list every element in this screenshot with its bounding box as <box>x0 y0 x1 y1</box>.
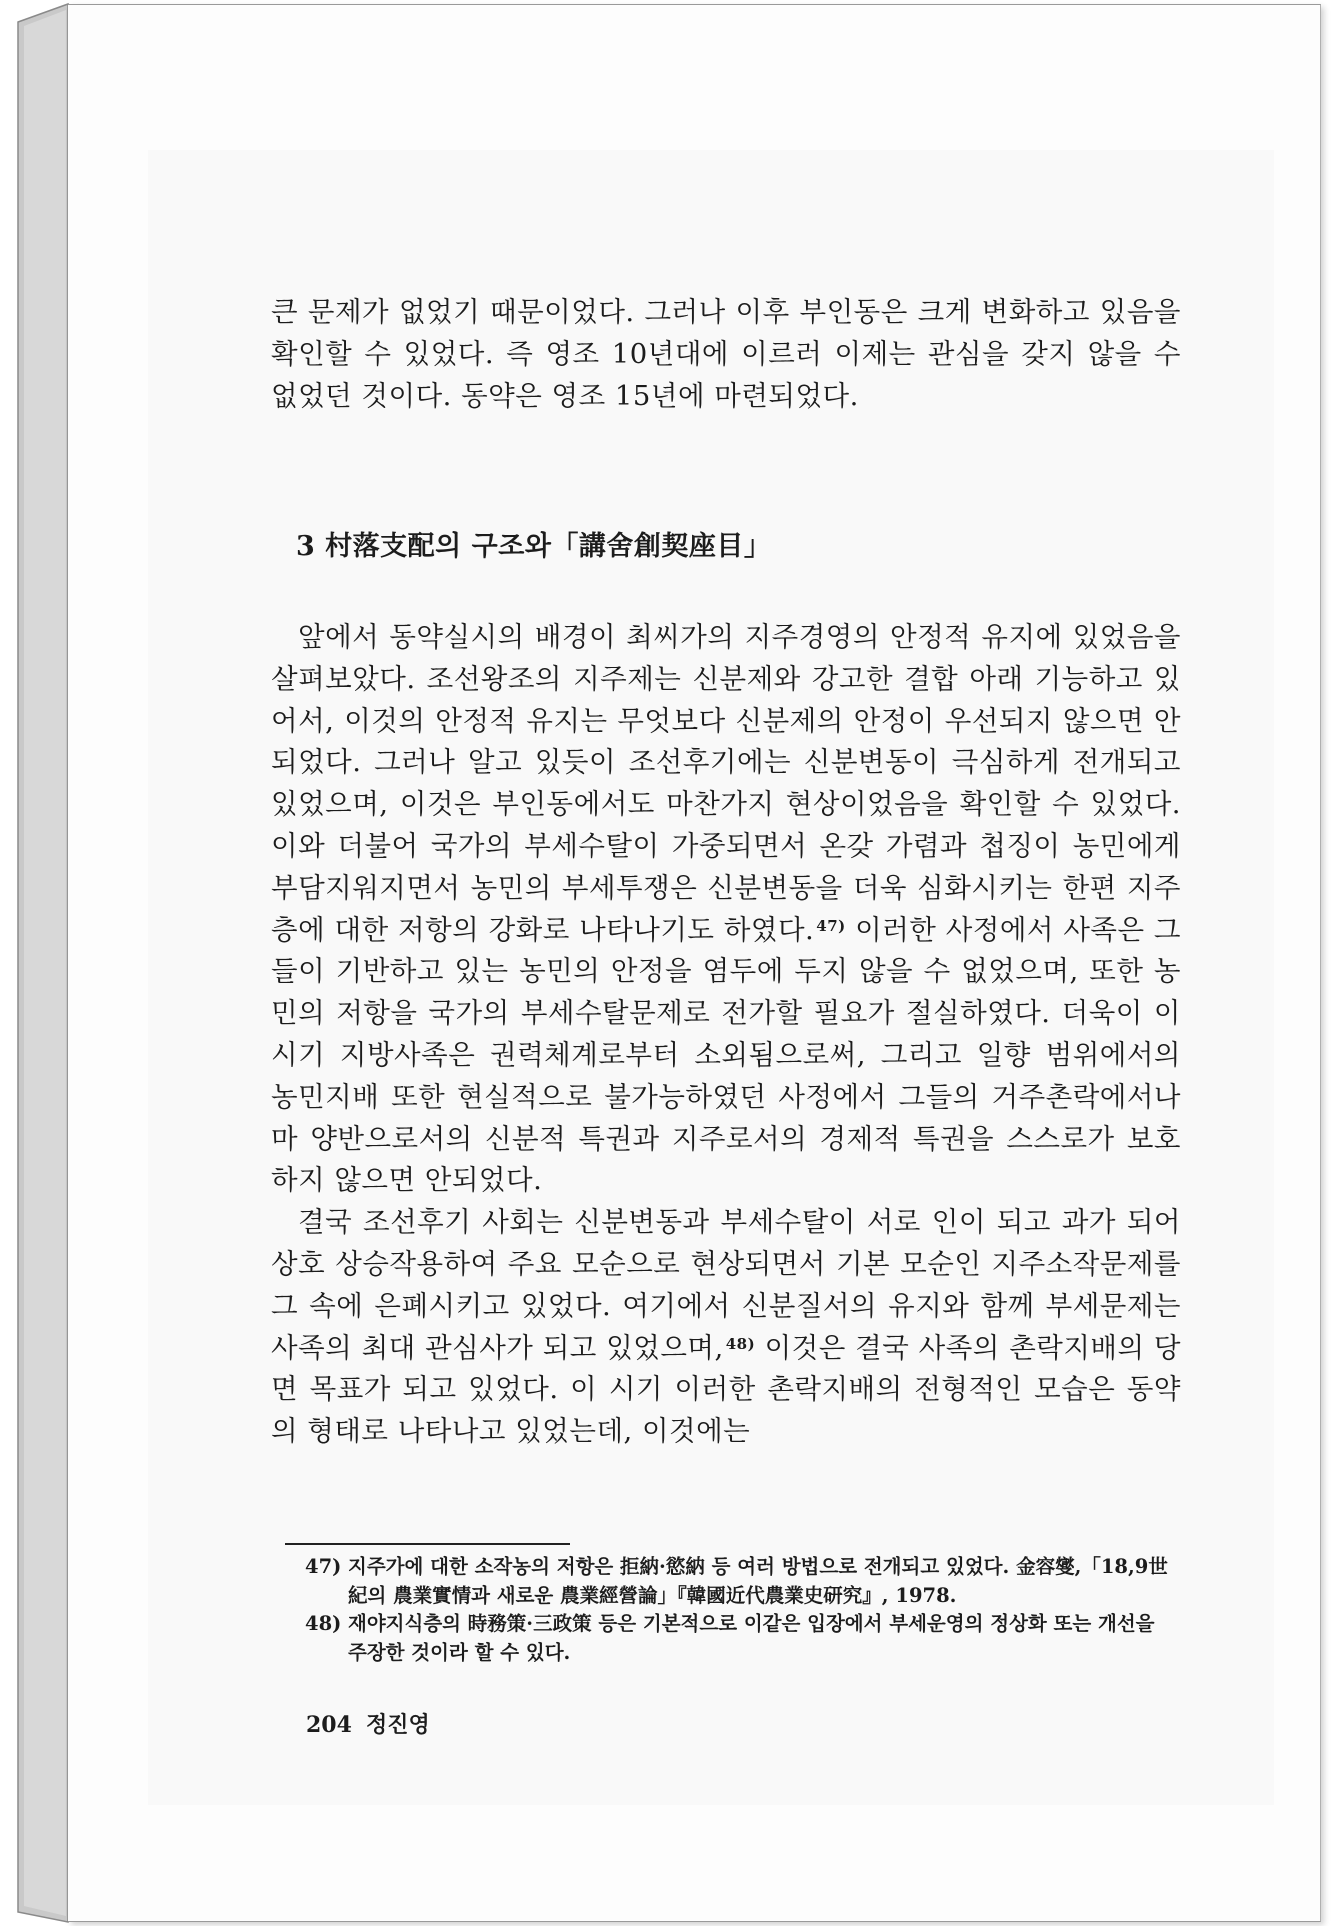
body-text <box>271 617 1181 1453</box>
page-number: 204 <box>306 1712 352 1738</box>
author-name: 정진영 <box>365 1712 430 1738</box>
intro-paragraph: 큰 문제가 없었기 때문이었다. 그러나 이후 부인동은 크게 변화하고 있음을 확인할 수 있었다. 즉 영조 10년대에 이르러 이제는 관심을 갖지 않을 수 없었던 것이다. 동약은 영조 15년에 마련되었다. <box>271 296 1181 412</box>
footnote-48 <box>305 1610 1175 1667</box>
footnote-number: 47) <box>305 1555 342 1578</box>
footnote-divider <box>285 1543 570 1545</box>
footnotes <box>305 1553 1175 1667</box>
footnote-47 <box>305 1553 1175 1610</box>
footnote-ref-48[interactable]: 48) <box>725 1334 756 1353</box>
paragraph-2-text: 결국 조선후기 사회는 신분변동과 부세수탈이 서로 인이 되고 과가 되어 상호 상승작용하여 주요 모순으로 현상되면서 기본 모순인 지주소작문제를 그 속에 은폐시키고 있었다. 여기에서 신분질서의 유지와 함께 부세문제는 사족의 최대 관심사가 되고 있었으며, <box>271 1206 1181 1364</box>
footnote-text: 지주가에 대한 소작농의 저항은 拒納·慾納 등 여러 방법으로 전개되고 있었다. 金容燮,「18,9世紀의 農業實情과 새로운 農業經營論」『韓國近代農業史研究』, 1978. <box>348 1555 1168 1607</box>
paragraph-1-rest: 이러한 사정에서 사족은 그들이 기반하고 있는 농민의 안정을 염두에 두지 않을 수 없었으며, 또한 농민의 저항을 국가의 부세수탈문제로 전가할 필요가 절실하였다. 더욱이 이 시기 지방사족은 권력체계로부터 소외됨으로써, 그리고 일향 범위에서의 농민지배 또한 현실적으로 불가능하였던 사정에서 그들의 거주촌락에서나마 양반으로서의 신분적 특권과 지주로서의 경제적 특권을 스스로가 보호하지 않으면 안되었다. <box>271 913 1181 1197</box>
footnote-text: 재야지식층의 時務策·三政策 등은 기본적으로 이같은 입장에서 부세운영의 정상화 또는 개선을 주장한 것이라 할 수 있다. <box>348 1612 1155 1664</box>
paragraph-1 <box>271 617 1181 1202</box>
page-folio <box>306 1708 444 1739</box>
footnote-ref-47[interactable]: 47) <box>816 916 846 935</box>
paragraph-2-rest: 이것은 결국 사족의 촌락지배의 당면 목표가 되고 있었다. 이 시기 이러한 촌락지배의 전형적인 모습은 동약의 형태로 나타나고 있었는데, 이것에는 <box>271 1331 1181 1448</box>
paragraph-1-text: 앞에서 동약실시의 배경이 최씨가의 지주경영의 안정적 유지에 있었음을 살펴보았다. 조선왕조의 지주제는 신분제와 강고한 결합 아래 기능하고 있어서, 이것의 안정적 유지는 무엇보다 신분제의 안정이 우선되지 않으면 안되었다. 그러나 알고 있듯이 조선후기에는 신분변동이 극심하게 전개되고 있었으며, 이것은 부인동에서도 마찬가지 현상이었음을 확인할 수 있었다. 이와 더불어 국가의 부세수탈이 가중되면서 온갖 가렴과 첩징이 농민에게 부담지워지면서 농민의 부세투쟁은 신분변동을 더욱 심화시키는 한편 지주층에 대한 저항의 강화로 나타나기도 하였다. <box>271 621 1181 946</box>
section-heading: 3 村落支配의 구조와「講舍創契座目」 <box>296 531 772 562</box>
paragraph-2 <box>271 1202 1181 1453</box>
footnote-number: 48) <box>305 1612 342 1635</box>
